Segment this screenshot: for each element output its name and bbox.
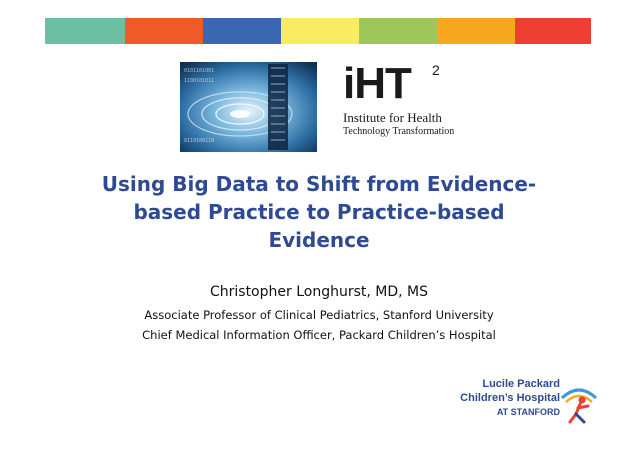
title-line: Evidence	[268, 228, 370, 252]
big-data-image	[180, 62, 317, 152]
svg-text:0101101001: 0101101001	[184, 68, 215, 74]
logo-superscript: 2	[432, 62, 440, 78]
logo-text: iHT	[343, 59, 411, 108]
author-affiliation: Associate Professor of Clinical Pediatrics, Stanford University	[144, 308, 494, 322]
color-band	[45, 18, 591, 44]
iht2-logo	[340, 60, 455, 140]
author-name: Christopher Longhurst, MD, MS	[209, 284, 428, 300]
band-segment	[515, 18, 591, 44]
band-segment	[45, 18, 125, 44]
logo-line: Technology Transformation	[343, 126, 455, 137]
band-segment	[437, 18, 515, 44]
svg-text:0110100110: 0110100110	[184, 138, 215, 144]
lpch-figure-icon	[558, 378, 600, 426]
band-segment	[125, 18, 203, 44]
logo-line: Children’s Hospital	[460, 392, 560, 404]
author-affiliation: Chief Medical Information Officer, Packard Children’s Hospital	[142, 328, 496, 342]
band-segment	[281, 18, 359, 44]
title-line: based Practice to Practice-based	[133, 200, 505, 224]
band-segment	[359, 18, 437, 44]
slide-title	[60, 170, 578, 254]
svg-text:1100101011: 1100101011	[184, 78, 215, 84]
lpch-logo	[440, 378, 600, 428]
band-segment	[203, 18, 281, 44]
logo-line: Institute for Health	[343, 110, 442, 125]
title-line: Using Big Data to Shift from Evidence-	[101, 172, 537, 196]
logo-line: Lucile Packard	[482, 378, 560, 390]
logo-line: AT STANFORD	[496, 407, 560, 417]
